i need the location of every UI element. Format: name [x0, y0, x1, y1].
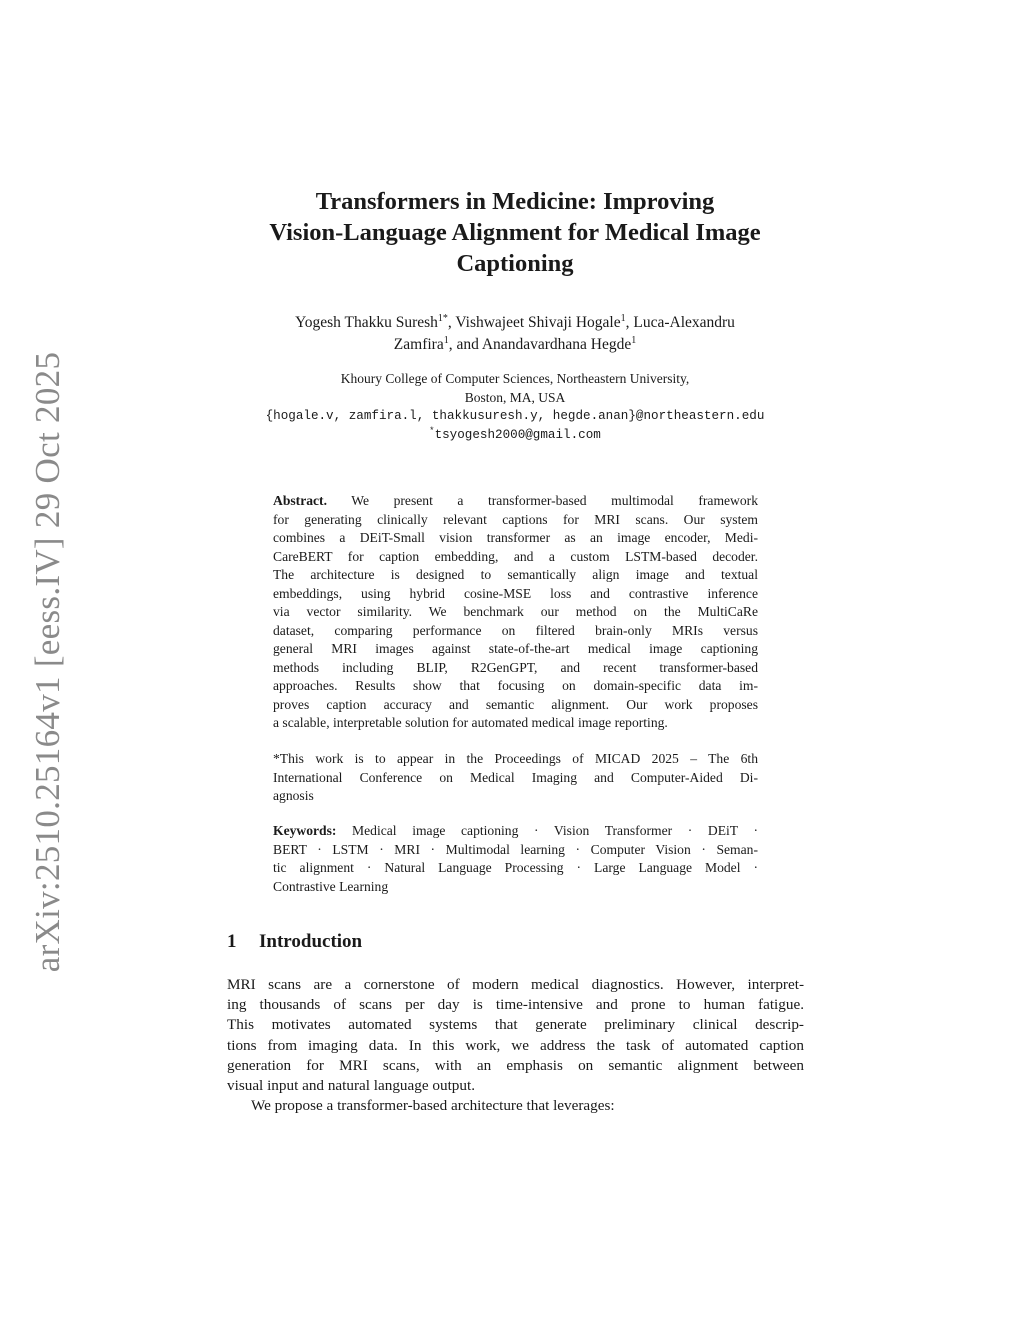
abstract-line: proves caption accuracy and semantic alignment. Our work proposes [273, 696, 758, 712]
abstract [273, 492, 758, 733]
abstract-line: general MRI images against state-of-the-art medical image captioning [273, 641, 758, 656]
author-name: Zamfira [393, 336, 444, 353]
email-mark: * [429, 425, 435, 436]
affiliation-line: Khoury College of Computer Sciences, Northeastern University, [340, 371, 690, 386]
abstract-line: methods including BLIP, R2GenGPT, and recent transformer-based [273, 659, 758, 675]
author-name: , Vishwajeet Shivaji Hogale [447, 314, 621, 331]
affiliation [222, 370, 808, 444]
body-line: We propose a transformer-based architecture that leverages: [251, 1097, 615, 1115]
author-emails[interactable]: {hogale.v, zamfira.l, thakkusuresh.y, hegde.anan}@northeastern.edu [265, 409, 765, 423]
abstract-line: via vector similarity. We benchmark our method on the MultiCaRe [273, 604, 758, 619]
affiliation-line: Boston, MA, USA [464, 389, 566, 405]
affiliation-mark: 1* [437, 313, 448, 324]
body-line: tions from imaging data. In this work, we address the task of automated caption [227, 1036, 804, 1054]
abstract-line: for generating clinically relevant captions for MRI scans. Our system [273, 511, 758, 527]
abstract-line: CareBERT for caption embedding, and a custom LSTM-based decoder. [273, 548, 758, 564]
keywords-line: BERT · LSTM · MRI · Multimodal learning · Computer Vision · Seman- [273, 841, 758, 857]
abstract-text: We present a transformer-based multimodal framework [326, 493, 758, 508]
publication-note [273, 750, 758, 806]
author-name: , and Anandavardhana Hegde [448, 336, 632, 353]
body-line: visual input and natural language output. [227, 1077, 476, 1095]
affiliation-mark: 1 [631, 335, 637, 346]
abstract-line: approaches. Results show that focusing on domain-specific data im- [273, 678, 758, 693]
corresponding-email[interactable] [222, 426, 808, 445]
abstract-line: a scalable, interpretable solution for automated medical image reporting. [273, 715, 668, 730]
keywords [273, 822, 758, 896]
note-line: agnosis [273, 788, 314, 803]
abstract-line: combines a DEiT-Small vision transformer as an image encoder, Medi- [273, 530, 758, 545]
abstract-line [273, 492, 758, 511]
abstract-label: Abstract. [273, 493, 327, 508]
affiliation-mark: 1 [620, 313, 626, 324]
body-line: MRI scans are a cornerstone of modern medical diagnostics. However, interpret- [227, 976, 804, 993]
section-heading [227, 931, 362, 953]
email-text: tsyogesh2000@gmail.com [434, 427, 601, 442]
title-line: Captioning [456, 250, 574, 277]
keywords-line: tic alignment · Natural Language Processing · Large Language Model · [273, 860, 758, 875]
abstract-line: embeddings, using hybrid cosine-MSE loss and contrastive inference [273, 585, 758, 601]
section-number: 1 [227, 931, 237, 952]
note-line: *This work is to appear in the Proceedings of MICAD 2025 – The 6th [273, 751, 758, 766]
body-line: This motivates automated systems that generate preliminary clinical descrip- [227, 1016, 804, 1034]
author-name: Yogesh Thakku Suresh [295, 314, 438, 331]
title-line: Transformers in Medicine: Improving [315, 188, 715, 215]
author-list [222, 312, 808, 356]
body-line: ing thousands of scans per day is time-intensive and prone to human fatigue. [227, 996, 804, 1014]
keywords-label: Keywords: [273, 823, 337, 838]
body-paragraphs [227, 975, 804, 1116]
affiliation-mark: 1 [443, 335, 449, 346]
keywords-line: Contrastive Learning [273, 878, 389, 894]
note-line: International Conference on Medical Imaging and Computer-Aided Di- [273, 769, 758, 785]
title-line: Vision-Language Alignment for Medical Image [269, 219, 761, 246]
section-title: Introduction [259, 931, 363, 952]
keywords-text: Medical image captioning · Vision Transformer · DEiT · [336, 823, 758, 838]
author-line [222, 334, 808, 356]
abstract-line: dataset, comparing performance on filtered brain-only MRIs versus [273, 622, 758, 638]
abstract-line: The architecture is designed to semantically align image and textual [273, 567, 758, 582]
author-line [222, 312, 808, 334]
paper-title [222, 186, 808, 279]
keywords-line [273, 822, 758, 841]
arxiv-watermark: arXiv:2510.25164v1 [eess.IV] 29 Oct 2025 [28, 351, 67, 973]
body-line: generation for MRI scans, with an emphasis on semantic alignment between [227, 1056, 804, 1074]
author-name: , Luca-Alexandru [625, 314, 735, 331]
